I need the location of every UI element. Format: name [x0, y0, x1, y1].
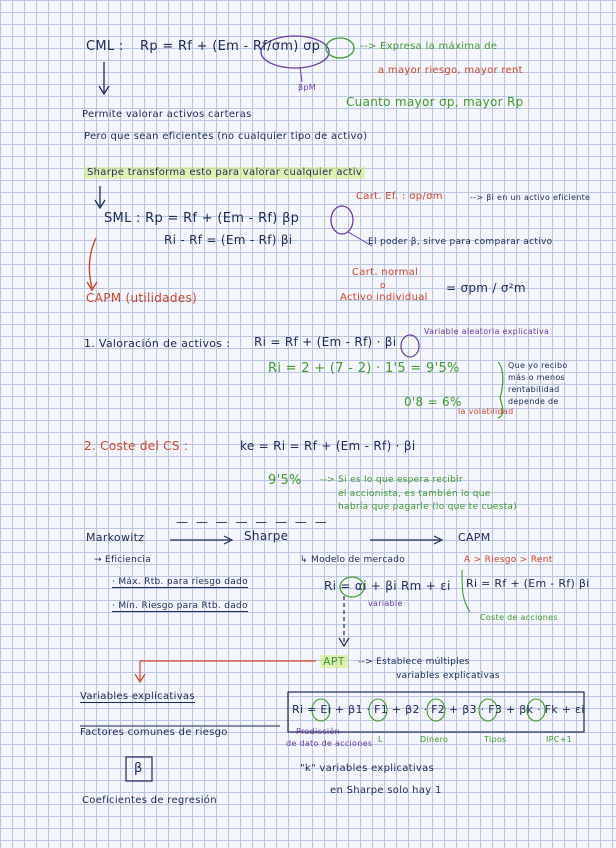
cml-sub-label: βpM [298, 83, 316, 92]
capm-item2-label: 2. Coste del CS : [84, 439, 189, 453]
calc1-note-1: Que yo recibo [508, 361, 568, 370]
capm-result: 9'5% [268, 473, 302, 488]
apt-var-expl: Variables explicativas [80, 691, 195, 702]
valorar-line-2: Pero que sean eficientes (no cualquier tipo de activo) [84, 131, 368, 142]
flow-markowitz: Markowitz [86, 531, 145, 544]
apt-k-vars: "k" variables explicativas [300, 763, 435, 774]
apt-anno-2: Dinero [420, 735, 449, 744]
flow-capm-a: A > Riesgo > Rent [464, 555, 553, 565]
sharpe-intro: Sharpe transforma esto para valorar cualquier activ [84, 167, 365, 179]
flow-max-rent: · Máx. Rtb. para riesgo dado [112, 577, 248, 587]
flow-eficiencia: → Eficiencia [94, 555, 152, 565]
flow-coste: Coste de acciones [480, 613, 558, 622]
apt-pred-note-2: de dato de acciones [286, 739, 373, 748]
cart-ef-note: --> βi en un activo eficiente [470, 193, 591, 202]
cml-note-2: a mayor riesgo, mayor rent [378, 65, 523, 76]
flow-modelo-formula: Ri = αi + βi Rm + εi [324, 579, 451, 593]
capm-calc-1: Ri = 2 + (7 - 2) · 1'5 = 9'5% [268, 361, 460, 376]
variable-note: Variable aleatoria explicativa [424, 327, 550, 336]
apt-formula: Ri = Ei + β1 · F1 + β2 · F2 + β3 · F3 + βk · Fk + εi [292, 703, 585, 716]
cml-note-1: --> Expresa la máxima de [360, 41, 498, 52]
apt-sharpe-una: en Sharpe solo hay 1 [330, 785, 442, 796]
apt-anno-3: Tipos [484, 735, 507, 744]
o-label: o [380, 281, 386, 291]
activo-individual: Activo individual [340, 292, 428, 303]
flow-capm: CAPM [458, 531, 491, 544]
cart-ef: Cart. Ef. : σp/σm [356, 191, 443, 202]
calc1-note-2: más o menos [508, 373, 565, 382]
apt-coef: Coeficientes de regresión [82, 795, 217, 806]
result-note-1: --> Si es lo que espera recibir [320, 475, 463, 485]
sml-formula: SML : Rp = Rf + (Em - Rf) βp [104, 211, 300, 226]
ri-formula: Ri - Rf = (Em - Rf) βi [164, 233, 293, 247]
calc1-note-3: rentabilidad [508, 385, 560, 394]
capm-item1-label: 1. Valoración de activos : [84, 337, 231, 350]
apt-factores: Factores comunes de riesgo [80, 727, 228, 738]
result-note-3: habría que pagarle (lo que te cuesta) [338, 502, 518, 512]
cml-green-line: Cuanto mayor σp, mayor Rp [346, 95, 524, 109]
valorar-line-1: Permite valorar activos carteras [82, 109, 252, 120]
flow-capm-formula: Ri = Rf + (Em - Rf) βi [466, 577, 590, 590]
capm-calc-2: 0'8 = 6% [404, 395, 462, 409]
dash-separator: — — — — — — — — [176, 515, 329, 529]
calc1-note-4: depende de [508, 397, 559, 406]
capm-title: CAPM (utilidades) [86, 291, 197, 305]
flow-variable: variable [368, 599, 403, 608]
apt-anno-1: L [378, 735, 383, 744]
cart-normal-formula: = σpm / σ²m [446, 281, 526, 295]
flow-sharpe: Sharpe [244, 529, 289, 543]
cml-label: CML : [86, 39, 124, 54]
flow-min-riesgo: · Mín. Riesgo para Rtb. dado [112, 601, 248, 611]
apt-note-1: --> Establece múltiples [358, 657, 470, 667]
flow-modelo: ↳ Modelo de mercado [300, 555, 406, 565]
cart-normal: Cart. normal [352, 267, 419, 278]
beta-note: El poder β, sirve para comparar activo [368, 237, 553, 247]
apt-label: APT [320, 655, 348, 668]
apt-beta: β [134, 761, 143, 776]
capm-item1-formula: Ri = Rf + (Em - Rf) · βi [254, 335, 397, 349]
calc1-note-5: la volatilidad [458, 407, 514, 416]
result-note-2: el accionista, es también lo que [338, 489, 491, 499]
capm-item2-formula: ke = Ri = Rf + (Em - Rf) · βi [240, 439, 416, 453]
cml-formula: Rp = Rf + (Em - Rf/σm) σp [140, 39, 321, 54]
apt-note-2: variables explicativas [396, 671, 500, 681]
apt-pred-note-1: Predicción [296, 727, 341, 736]
apt-anno-4: IPC+1 [546, 735, 573, 744]
